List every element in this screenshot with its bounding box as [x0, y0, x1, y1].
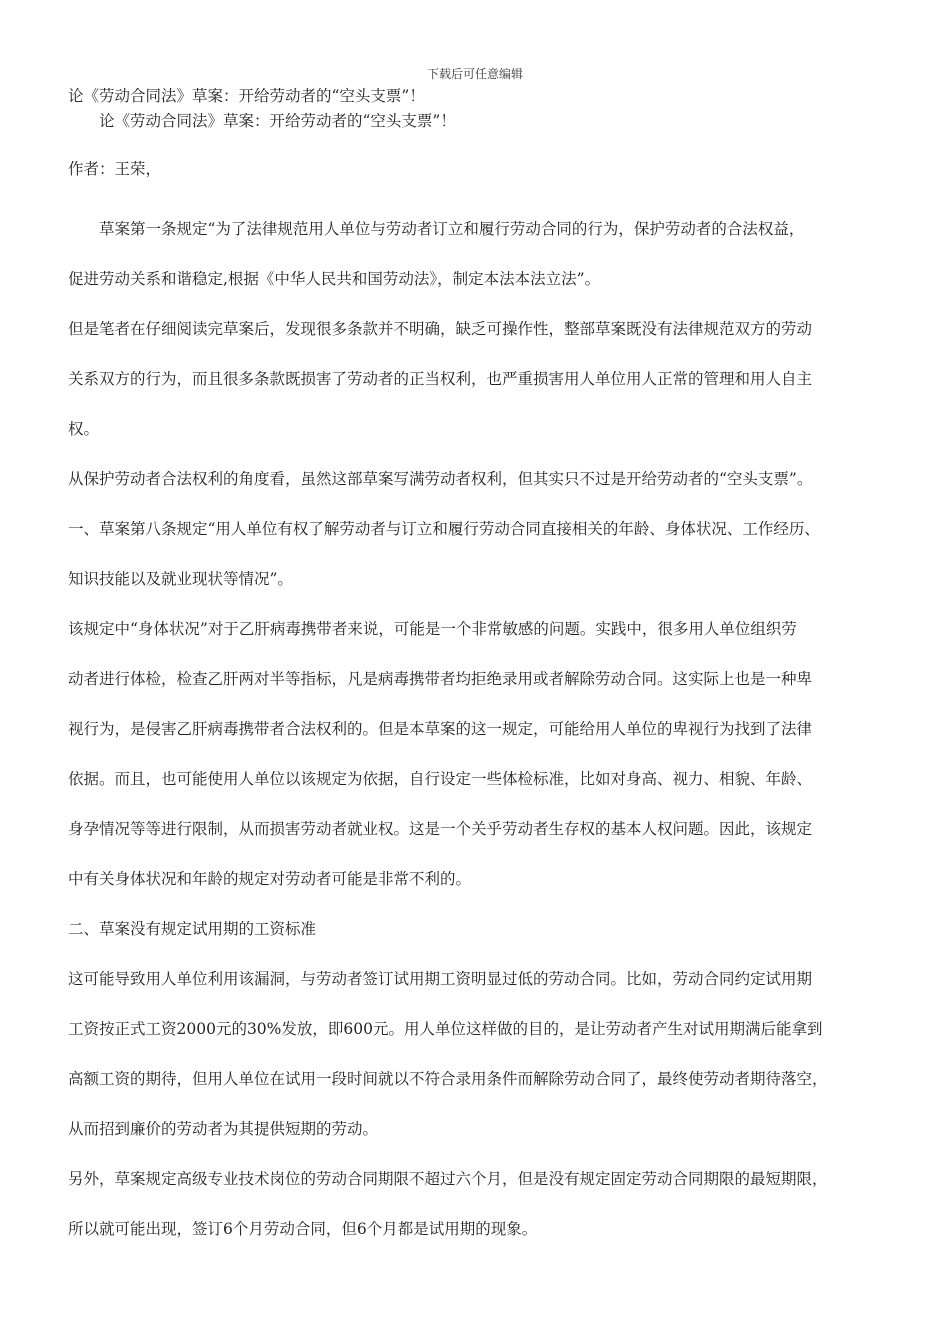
section-heading: 二、草案没有规定试用期的工资标准 [68, 920, 317, 938]
text-line: 但是笔者在仔细阅读完草案后，发现很多条款并不明确，缺乏可操作性，整部草案既没有法律规范双方的劳动 [68, 320, 813, 338]
document-body [68, 84, 883, 1254]
text-line: 草案第一条规定“为了法律规范用人单位与劳动者订立和履行劳动合同的行为，保护劳动者的合法权益， [99, 220, 805, 238]
document-subtitle: 论《劳动合同法》草案：开给劳动者的“空头支票”！ [99, 112, 456, 130]
text-line: 一、草案第八条规定“用人单位有权了解劳动者与订立和履行劳动合同直接相关的年龄、身体状况、工作经历、 [68, 520, 820, 538]
text-line: 所以就可能出现，签订6个月劳动合同，但6个月都是试用期的现象。 [68, 1220, 538, 1238]
text-line: 中有关身体状况和年龄的规定对劳动者可能是非常不利的。 [68, 870, 472, 888]
text-line: 关系双方的行为，而且很多条款既损害了劳动者的正当权利，也严重损害用人单位用人正常的管理和用人自主 [68, 370, 813, 388]
text-line: 工资按正式工资2000元的30%发放，即600元。用人单位这样做的目的，是让劳动者产生对试用期满后能拿到 [68, 1020, 823, 1038]
text-line: 另外，草案规定高级专业技术岗位的劳动合同期限不超过六个月，但是没有规定固定劳动合同期限的最短期限， [68, 1170, 828, 1188]
text-line: 知识技能以及就业现状等情况”。 [68, 570, 293, 588]
text-line: 权。 [68, 420, 100, 438]
document-title: 论《劳动合同法》草案：开给劳动者的“空头支票”！ [68, 87, 425, 105]
text-line: 高额工资的期待，但用人单位在试用一段时间就以不符合录用条件而解除劳动合同了，最终使劳动者期待落空， [68, 1070, 828, 1088]
text-line: 视行为，是侵害乙肝病毒携带者合法权利的。但是本草案的这一规定，可能给用人单位的卑视行为找到了法律 [68, 720, 813, 738]
text-line: 从保护劳动者合法权利的角度看，虽然这部草案写满劳动者权利，但其实只不过是开给劳动者的“空头支票”。 [68, 470, 813, 488]
text-line: 依据。而且，也可能使用人单位以该规定为依据，自行设定一些体检标准，比如对身高、视力、相貌、年龄、 [68, 770, 813, 788]
text-line: 这可能导致用人单位利用该漏洞，与劳动者签订试用期工资明显过低的劳动合同。比如，劳动合同约定试用期 [68, 970, 813, 988]
text-line: 该规定中“身体状况”对于乙肝病毒携带者来说，可能是一个非常敏感的问题。实践中，很多用人单位组织劳 [68, 620, 797, 638]
text-line: 身孕情况等等进行限制，从而损害劳动者就业权。这是一个关乎劳动者生存权的基本人权问题。因此，该规定 [68, 820, 813, 838]
text-line: 动者进行体检，检查乙肝两对半等指标，凡是病毒携带者均拒绝录用或者解除劳动合同。这实际上也是一种卑 [68, 670, 813, 688]
author-line: 作者：王荣， [68, 160, 162, 178]
header-note: 下载后可任意编辑 [426, 67, 523, 81]
article-text [68, 204, 883, 1254]
text-line: 从而招到廉价的劳动者为其提供短期的劳动。 [68, 1120, 379, 1138]
text-line: 促进劳动关系和谐稳定,根据《中华人民共和国劳动法》，制定本法本法立法”。 [68, 270, 601, 288]
